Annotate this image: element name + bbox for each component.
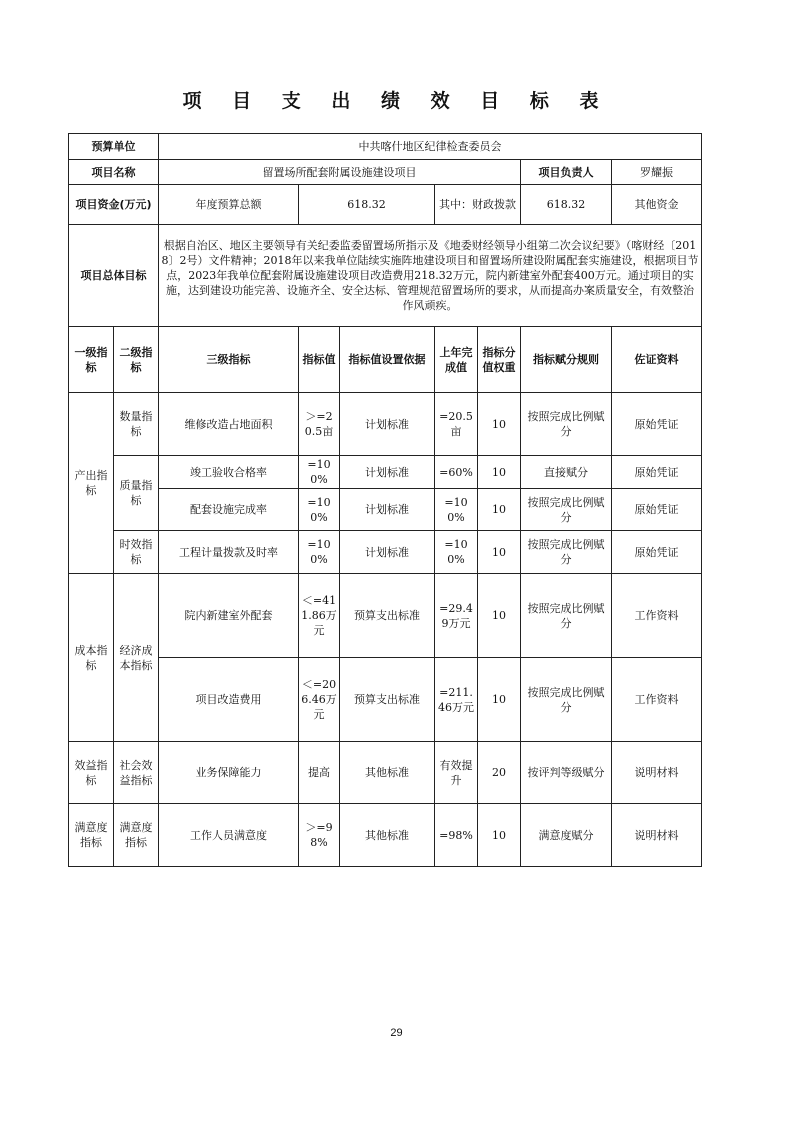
indicator-basis: 计划标准 xyxy=(340,489,435,531)
indicator-basis: 计划标准 xyxy=(340,393,435,456)
fiscal-funds-label: 其中：财政拨款 xyxy=(435,185,521,225)
indicator-weight: 10 xyxy=(478,804,521,867)
indicator-evidence: 工作资料 xyxy=(612,574,702,658)
indicator-evidence: 说明材料 xyxy=(612,742,702,804)
indicator-value: =100% xyxy=(299,531,340,574)
project-manager-value: 罗耀振 xyxy=(612,160,702,185)
overall-goal-row xyxy=(69,225,702,327)
table-row xyxy=(69,531,702,574)
indicator-name: 配套设施完成率 xyxy=(159,489,299,531)
indicator-weight: 10 xyxy=(478,658,521,742)
indicator-evidence: 原始凭证 xyxy=(612,456,702,489)
indicator-last-year: =100% xyxy=(435,489,478,531)
header-level1: 一级指标 xyxy=(69,327,114,393)
annual-budget-value: 618.32 xyxy=(299,185,435,225)
indicator-evidence: 工作资料 xyxy=(612,658,702,742)
project-funds-label: 项目资金(万元) xyxy=(69,185,159,225)
level2-satisfaction: 满意度指标 xyxy=(114,804,159,867)
indicator-name: 工作人员满意度 xyxy=(159,804,299,867)
page-title: 项 目 支 出 绩 效 目 标 表 xyxy=(182,90,611,112)
indicator-weight: 10 xyxy=(478,531,521,574)
table-row xyxy=(69,489,702,531)
level1-satisfaction: 满意度指标 xyxy=(69,804,114,867)
performance-target-table xyxy=(68,133,702,867)
indicator-name: 业务保障能力 xyxy=(159,742,299,804)
indicator-name: 维修改造占地面积 xyxy=(159,393,299,456)
other-funds-label: 其他资金 xyxy=(612,185,702,225)
indicator-name: 工程计量拨款及时率 xyxy=(159,531,299,574)
header-level3: 三级指标 xyxy=(159,327,299,393)
indicator-rule: 满意度赋分 xyxy=(521,804,612,867)
indicator-name: 竣工验收合格率 xyxy=(159,456,299,489)
indicator-basis: 预算支出标准 xyxy=(340,658,435,742)
indicator-value: ＜=411.86万元 xyxy=(299,574,340,658)
indicator-basis: 计划标准 xyxy=(340,456,435,489)
header-basis: 指标值设置依据 xyxy=(340,327,435,393)
level2-economic: 经济成本指标 xyxy=(114,574,159,742)
indicator-weight: 10 xyxy=(478,489,521,531)
project-manager-label: 项目负责人 xyxy=(521,160,612,185)
level2-quantity: 数量指标 xyxy=(114,393,159,456)
indicator-last-year: =29.49万元 xyxy=(435,574,478,658)
indicator-weight: 10 xyxy=(478,393,521,456)
project-name-value: 留置场所配套附属设施建设项目 xyxy=(159,160,521,185)
indicator-basis: 预算支出标准 xyxy=(340,574,435,658)
level2-timeliness: 时效指标 xyxy=(114,531,159,574)
budget-unit-label: 预算单位 xyxy=(69,134,159,160)
indicator-last-year: =211.46万元 xyxy=(435,658,478,742)
table-row xyxy=(69,742,702,804)
indicator-name: 项目改造费用 xyxy=(159,658,299,742)
header-rule: 指标赋分规则 xyxy=(521,327,612,393)
table-row xyxy=(69,393,702,456)
indicator-evidence: 原始凭证 xyxy=(612,489,702,531)
indicator-weight: 10 xyxy=(478,456,521,489)
level1-output: 产出指标 xyxy=(69,393,114,574)
indicator-rule: 按照完成比例赋分 xyxy=(521,574,612,658)
indicator-basis: 计划标准 xyxy=(340,531,435,574)
budget-unit-row xyxy=(69,134,702,160)
indicator-name: 院内新建室外配套 xyxy=(159,574,299,658)
indicator-weight: 10 xyxy=(478,574,521,658)
table-row xyxy=(69,658,702,742)
project-name-row xyxy=(69,160,702,185)
indicator-last-year: =98% xyxy=(435,804,478,867)
annual-budget-label: 年度预算总额 xyxy=(159,185,299,225)
overall-goal-text: 根据自治区、地区主要领导有关纪委监委留置场所指示及《地委财经领导小组第二次会议纪要》（喀财经〔2018〕2号）文件精神；2018年以来我单位陆续实施阵地建设项目和留置场所建设附属配套实施建设，根据项目节点，2023年我单位配套附属设施建设项目改造费用218.32万元，院内新建室外配套400万元。通过项目的实施，达到建设功能完善、设施齐全、安全达标、管理规范留置场所的要求，从而提高办案质量安全，有效整治作风顽疾。 xyxy=(159,225,702,327)
indicator-last-year: =60% xyxy=(435,456,478,489)
indicator-last-year: =20.5亩 xyxy=(435,393,478,456)
indicator-value: =100% xyxy=(299,456,340,489)
indicator-evidence: 原始凭证 xyxy=(612,531,702,574)
header-weight: 指标分值权重 xyxy=(478,327,521,393)
indicator-rule: 按照完成比例赋分 xyxy=(521,489,612,531)
indicator-basis: 其他标准 xyxy=(340,742,435,804)
indicator-value: 提高 xyxy=(299,742,340,804)
project-name-label: 项目名称 xyxy=(69,160,159,185)
level1-cost: 成本指标 xyxy=(69,574,114,742)
indicator-last-year: 有效提升 xyxy=(435,742,478,804)
indicator-value: ＜=206.46万元 xyxy=(299,658,340,742)
table-row xyxy=(69,456,702,489)
header-evidence: 佐证资料 xyxy=(612,327,702,393)
level1-benefit: 效益指标 xyxy=(69,742,114,804)
indicator-evidence: 原始凭证 xyxy=(612,393,702,456)
indicator-rule: 按照完成比例赋分 xyxy=(521,531,612,574)
indicator-weight: 20 xyxy=(478,742,521,804)
overall-goal-label: 项目总体目标 xyxy=(69,225,159,327)
table-row xyxy=(69,574,702,658)
indicator-rule: 按评判等级赋分 xyxy=(521,742,612,804)
indicator-rule: 按照完成比例赋分 xyxy=(521,658,612,742)
fiscal-funds-value: 618.32 xyxy=(521,185,612,225)
indicator-evidence: 说明材料 xyxy=(612,804,702,867)
level2-quality: 质量指标 xyxy=(114,456,159,531)
table-header-row xyxy=(69,327,702,393)
budget-unit-value: 中共喀什地区纪律检查委员会 xyxy=(159,134,702,160)
level2-social: 社会效益指标 xyxy=(114,742,159,804)
header-value: 指标值 xyxy=(299,327,340,393)
header-last-year: 上年完成值 xyxy=(435,327,478,393)
indicator-last-year: =100% xyxy=(435,531,478,574)
header-level2: 二级指标 xyxy=(114,327,159,393)
indicator-rule: 按照完成比例赋分 xyxy=(521,393,612,456)
indicator-rule: 直接赋分 xyxy=(521,456,612,489)
table-row xyxy=(69,804,702,867)
indicator-value: ＞=98% xyxy=(299,804,340,867)
indicator-value: =100% xyxy=(299,489,340,531)
page-number: 29 xyxy=(390,1027,403,1039)
project-funds-row xyxy=(69,185,702,225)
indicator-basis: 其他标准 xyxy=(340,804,435,867)
indicator-value: ＞=20.5亩 xyxy=(299,393,340,456)
